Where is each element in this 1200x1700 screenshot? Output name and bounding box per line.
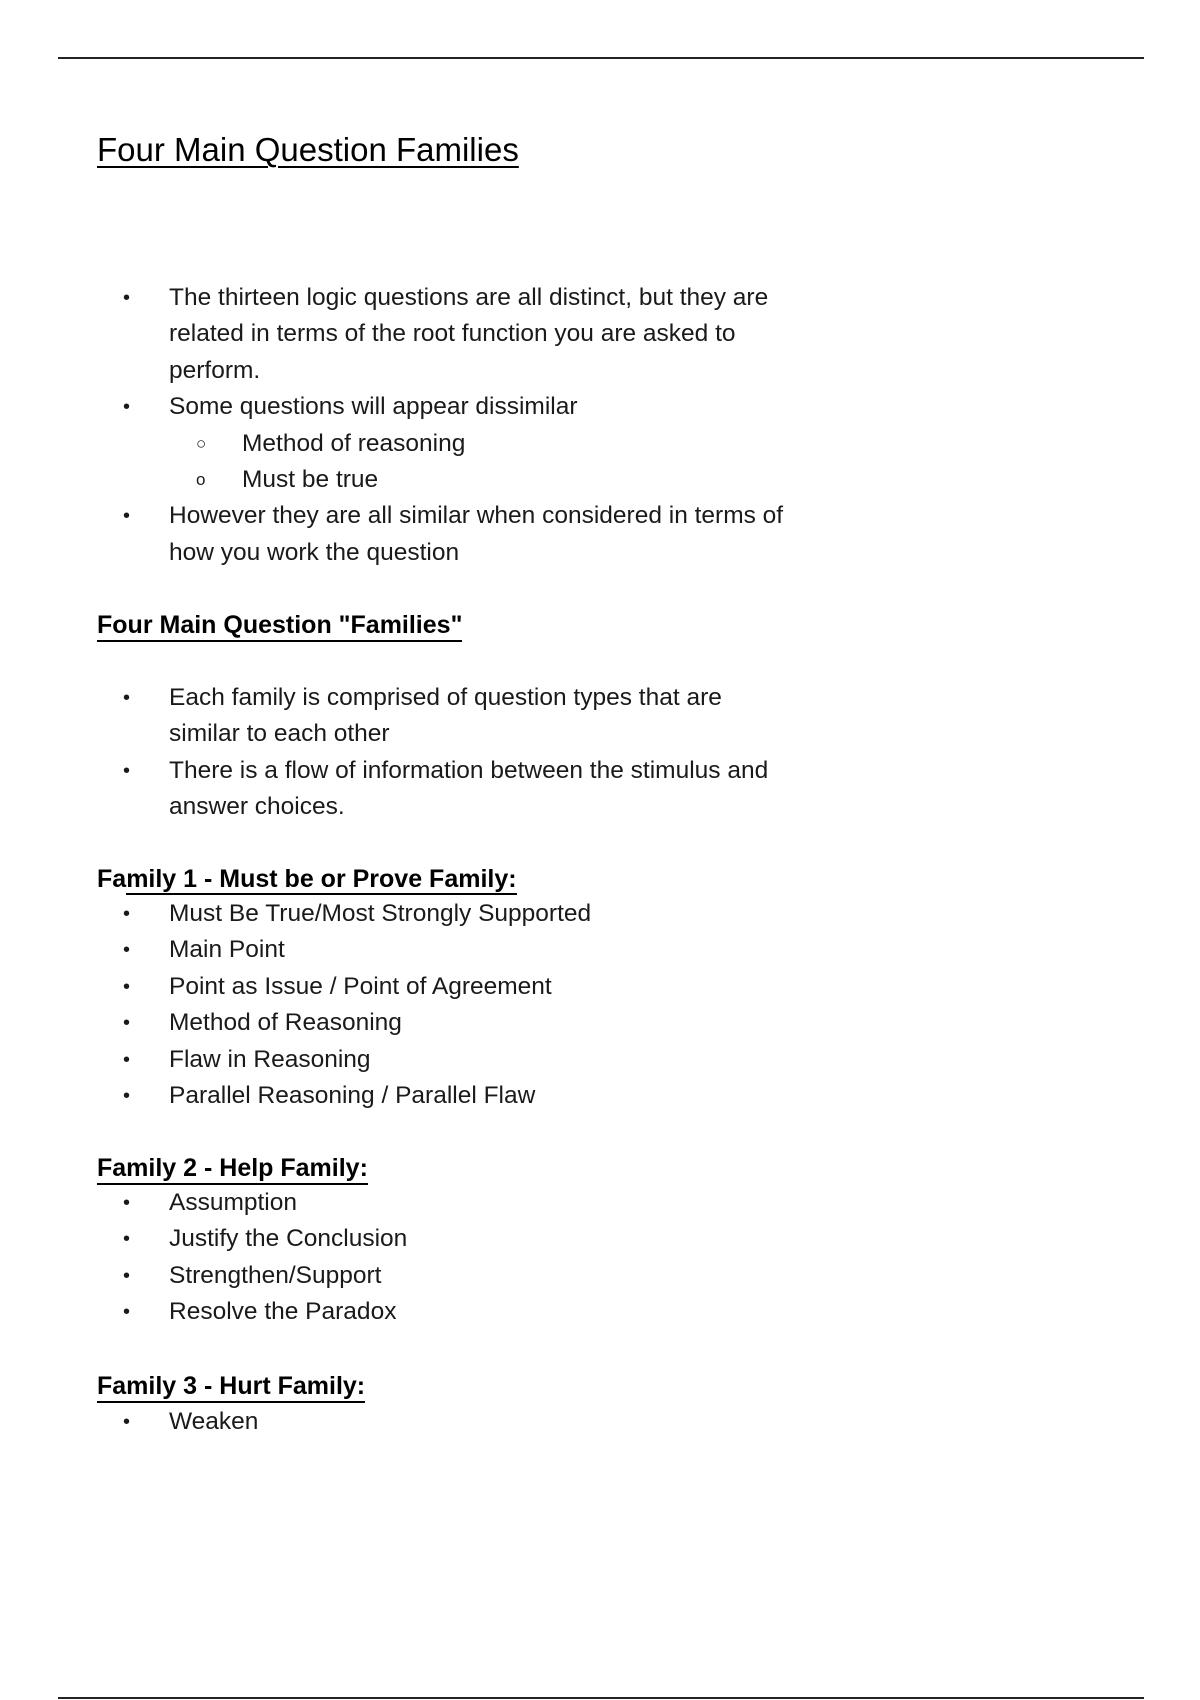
list-item-text: The thirteen logic questions are all distinct, but they are related in terms of the root function you are asked to perform.: [169, 284, 769, 384]
family-1-section: [97, 896, 797, 1114]
bullet-icon: •: [123, 505, 131, 528]
list-item: [97, 498, 787, 571]
list-item-text: Each family is comprised of question types that are similar to each other: [169, 684, 722, 748]
family-2-section: [97, 1185, 797, 1331]
list-item: [97, 896, 797, 932]
intro-section: [97, 280, 797, 571]
list-item: [97, 1042, 797, 1078]
bullet-icon: •: [123, 1264, 131, 1287]
section-heading: Four Main Question "Families": [97, 610, 462, 642]
sub-list-item-text: Method of reasoning: [242, 429, 466, 457]
family-1-heading-prefix: Fa: [97, 865, 127, 893]
family-3-section: [97, 1404, 797, 1440]
bullet-icon: •: [123, 687, 131, 709]
bullet-icon: •: [123, 939, 131, 962]
list-item: [97, 1185, 797, 1221]
list-item-text: Assumption: [169, 1189, 298, 1216]
bullet-icon: •: [123, 396, 131, 419]
list-item-text: There is a flow of information between the stimulus and answer choices.: [169, 756, 769, 821]
bullet-icon: •: [123, 1012, 131, 1035]
families-heading-block: [97, 610, 797, 642]
bullet-icon: •: [123, 759, 131, 782]
list-item-text: Must Be True/Most Strongly Supported: [169, 900, 592, 927]
bullet-icon: •: [123, 1228, 131, 1251]
list-item: [97, 1221, 797, 1257]
list-item-text: Parallel Reasoning / Parallel Flaw: [169, 1082, 536, 1110]
list-item: [97, 753, 787, 826]
family-3-heading: Family 3 - Hurt Family:: [97, 1371, 365, 1403]
list-item: [97, 1404, 797, 1440]
list-item-text: Strengthen/Support: [169, 1261, 382, 1289]
families-section: [97, 680, 797, 826]
list-item-text: Main Point: [169, 936, 285, 964]
list-item-text: However they are all similar when considered in terms of how you work the question: [169, 502, 784, 566]
list-item-text: Some questions will appear dissimilar: [169, 393, 578, 421]
family-1-heading-block: [97, 864, 797, 894]
bullet-icon: •: [123, 1192, 131, 1214]
family-2-heading-block: [97, 1153, 797, 1185]
list-item: [97, 680, 787, 753]
hollow-bullet-icon: o: [196, 470, 206, 490]
list-item-text: Point as Issue / Point of Agreement: [169, 972, 552, 1000]
sub-list-item: [97, 462, 787, 498]
bullet-icon: •: [123, 903, 131, 925]
bullet-icon: •: [123, 287, 131, 309]
hollow-bullet-icon: ○: [196, 433, 207, 453]
sub-list-item-text: Must be true: [242, 466, 379, 494]
family-1-heading: [97, 865, 517, 895]
family-2-heading: Family 2 - Help Family:: [97, 1153, 368, 1185]
list-item: [97, 1258, 797, 1294]
sub-list-item: [97, 426, 787, 462]
bullet-icon: •: [123, 975, 131, 998]
bullet-icon: •: [123, 1048, 131, 1071]
list-item-text: Weaken: [169, 1408, 259, 1435]
list-item: [97, 389, 787, 498]
bullet-icon: •: [123, 1301, 131, 1324]
top-rule: [58, 57, 1144, 59]
bullet-icon: •: [123, 1085, 131, 1108]
list-item-text: Resolve the Paradox: [169, 1298, 397, 1326]
page-title: Four Main Question Families: [97, 131, 519, 168]
list-item: [97, 932, 797, 968]
bullet-icon: •: [123, 1411, 131, 1433]
family-3-heading-block: [97, 1371, 797, 1403]
sub-list: [169, 426, 787, 499]
list-item: [97, 280, 787, 389]
list-item: [97, 969, 797, 1005]
list-item-text: Justify the Conclusion: [169, 1225, 408, 1253]
list-item: [97, 1005, 797, 1041]
list-item: [97, 1078, 797, 1114]
list-item-text: Method of Reasoning: [169, 1009, 402, 1037]
list-item: [97, 1294, 797, 1330]
list-item-text: Flaw in Reasoning: [169, 1045, 371, 1073]
bottom-rule: [58, 1697, 1144, 1699]
family-1-heading-underlined: mily 1 - Must be or Prove Family:: [126, 865, 517, 893]
